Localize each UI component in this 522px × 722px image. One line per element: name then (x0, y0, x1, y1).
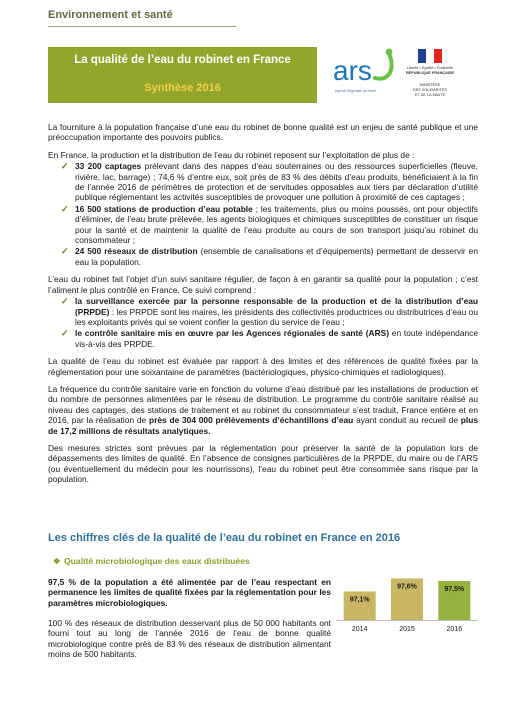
title-rule (48, 26, 236, 27)
production-list (48, 161, 478, 267)
tick-label-2014: 2014 (351, 626, 368, 633)
rf-ministry-1: MINISTÈRE (419, 83, 441, 87)
suivi-list (48, 296, 478, 349)
tick-label-2016: 2016 (446, 626, 463, 633)
banner-subtitle: Synthèse 2016 (144, 82, 221, 94)
check-icon: ✓ (61, 296, 69, 307)
chiffres-cles-title: Les chiffres clés de la qualité de l’eau du robinet en France en 2016 (48, 532, 401, 544)
check-icon: ✓ (61, 161, 69, 172)
stat-reseaux: 100 % des réseaux de distribution desservant plus de 50 000 habitants ont fourni tout au long de l’année 2016 de l’eau de bonne qualité microbiologique contre près de 83 % des réseaux de distribution alimentant moins de 500 habitants. (48, 618, 331, 660)
marianne-flag-icon (418, 49, 442, 63)
tick-label-2015: 2015 (399, 626, 415, 633)
diamond-icon: ❖ (53, 556, 61, 566)
paragraph-suivi: L’eau du robinet fait l’objet d’un suivi sanitaire régulier, de façon à en garantir sa qualité pour la population ; c’est l’aliment le plus contrôlé en France. Ce suivi comprend : (48, 274, 478, 295)
stat-population: 97,5 % de la population a été alimentée par de l’eau respectant en permanence les limites de qualité fixées par la réglementation pour les paramètres microbiologiques. (48, 577, 331, 608)
banner-title: La qualité de l’eau du robinet en France (74, 54, 291, 66)
list-item: ✓ 16 500 stations de production d’eau potable ; les traitements, plus ou moins poussés, ont pour objectifs d’éliminer, de l’eau brute prélevée, les agents biologiques et chimiques susceptibles de constituer un risque pour la santé et de maintenir la qualité de l’eau produite au cours de son transport jusqu’au robinet du consommateur ; (61, 203, 478, 246)
republique-francaise-logo (403, 45, 457, 111)
paragraph-qualite: La qualité de l’eau du robinet est évaluée par rapport à des limites et des références de qualité fixées par la réglementation pour une soixantaine de paramètres (bactériologiques, physico-chimiques et radiologiques). (48, 356, 478, 377)
list-item: ✓ la surveillance exercée par la personne responsable de la production et de la distribution d’eau (PRPDE) : les PRPDE sont les maires, les présidents des collectivités productrices ou distributrices d’eau ou les exploitants privés qui se voient confier la gestion du service de l’eau ; (61, 296, 478, 327)
rf-ministry-3: ET DE LA SANTÉ (414, 93, 446, 97)
microbiology-bar-chart (336, 566, 478, 636)
section-title: Environnement et santé (48, 9, 173, 21)
rf-motto: Liberté • Égalité • Fraternité (406, 66, 454, 70)
check-icon: ✓ (61, 328, 69, 339)
main-body (48, 122, 478, 492)
ars-subtitle: Agence Régionale de Santé (335, 89, 377, 93)
list-item: ✓ 24 500 réseaux de distribution (ensemble de canalisations et d’équipements) permettant de desservir en eau la population. (61, 246, 478, 267)
ars-logo-text: ars (333, 55, 372, 86)
data-label-2015: 97,6% (397, 583, 417, 591)
paragraph-intro: La fourniture à la population française d’une eau du robinet de bonne qualité est un enjeu de santé publique et une préoccupation importante des pouvoirs publics. (48, 122, 478, 143)
check-icon: ✓ (61, 203, 69, 214)
title-banner (48, 47, 317, 103)
check-icon: ✓ (61, 246, 69, 257)
paragraph-production: En France, la production et la distribution de l’eau du robinet reposent sur l’exploitation de plus de : (48, 149, 415, 160)
paragraph-mesures: Des mesures strictes sont prévues par la réglementation pour préserver la santé de la population lors de dépassements des limites de qualité. En l’absence de consignes particulières de la PRPDE, du maire ou de l’ARS (ou éventuellement du médecin pour les nourrissons), l’eau du robinet peut être consommée sans risque par la population. (48, 442, 478, 485)
list-item: ✓ le contrôle sanitaire mis en œuvre par les Agences régionales de santé (ARS) en toute indépendance vis-à-vis des PRPDE. (61, 328, 478, 349)
data-label-2016: 97,5% (444, 586, 465, 593)
data-label-2014: 97,1% (349, 596, 370, 604)
rf-ministry-2: DES SOLIDARITÉS (413, 88, 447, 92)
paragraph-frequence: La fréquence du contrôle sanitaire varie en fonction du volume d’eau distribué par les installations de production et du nombre de personnes alimentées par le réseau de distribution. Le programme du contrôle sanitaire réalisé au niveau des captages, des stations de traitement et au robinet du consommateur s’est traduit, France entière et en 2016, par la réalisation de près de 304 000 prélèvements d’échantillons d’eau ayant conduit au recueil de plus de 17,2 millions de résultats analytiques. (48, 383, 478, 436)
microbiology-title: ❖ Qualité microbiologique des eaux distribuées (53, 556, 250, 566)
rf-name: RÉPUBLIQUE FRANÇAISE (405, 71, 455, 75)
list-item: ✓ 33 200 captages prélevant dans des nappes d’eau souterraines ou des ressources superficielles (fleuve, rivière, lac, barrage) ; 74,6 % d’entre eux, soit près de 83 % des débits d’eau produits, bénéficiaient à la fin de l’année 2016 de périmètres de protection et de servitudes opposables aux tiers par déclaration d’utilité publique réglementant les activités susceptibles de provoquer une pollution à proximité de ces captages ; (61, 161, 478, 203)
